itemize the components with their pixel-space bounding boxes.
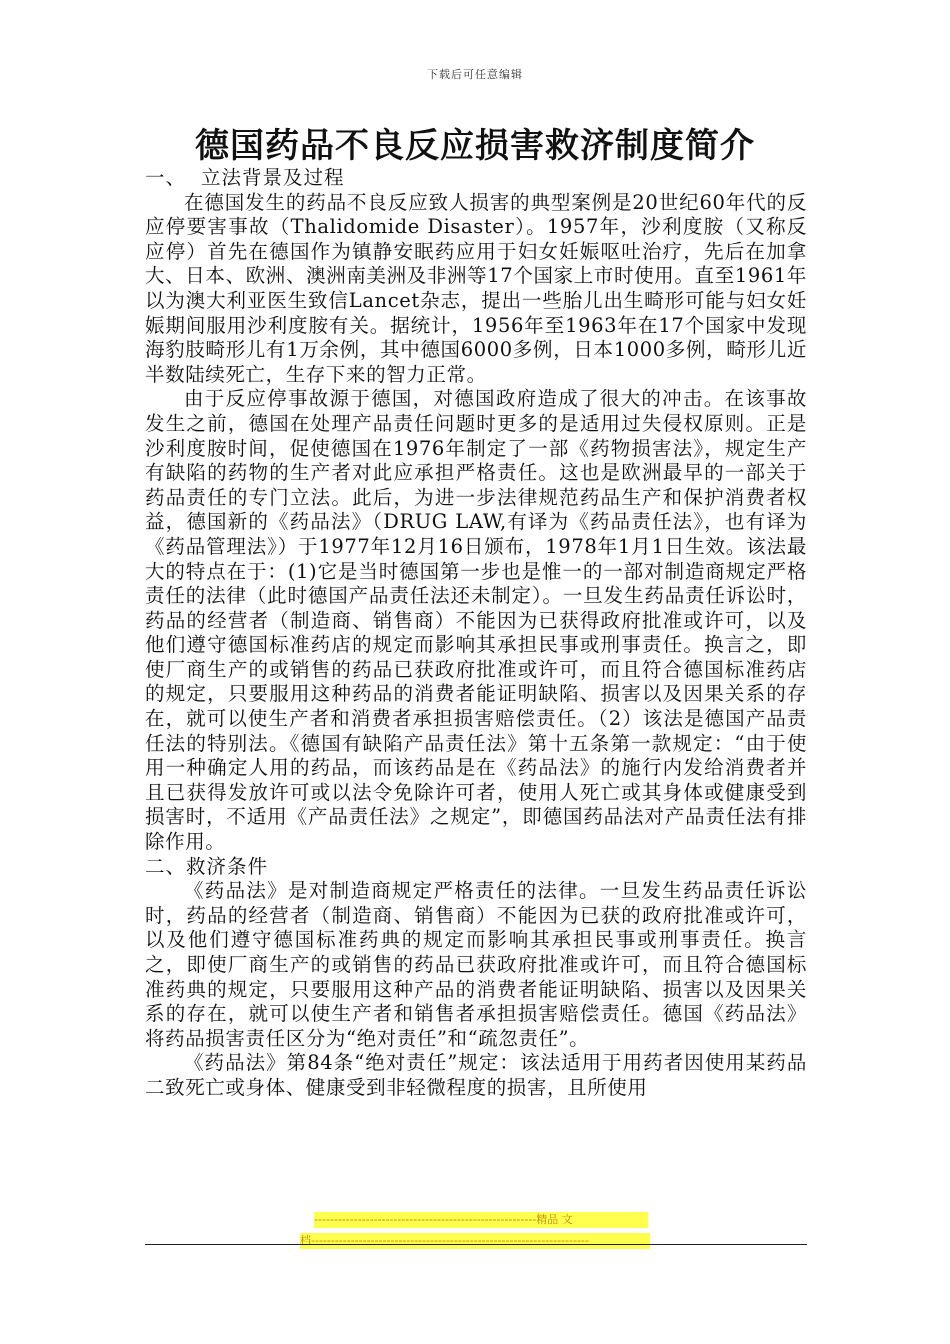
footer-line-2: 档----------------------------------------------------------------------: [300, 1233, 650, 1249]
footer-line-1: --------------------------------------------------------精品 文: [314, 1212, 648, 1228]
paragraph-drug-law: 由于反应停事故源于德国，对德国政府造成了很大的冲击。在该事故发生之前，德国在处理产品责任问题时更多的是适用过失侵权原则。正是沙利度胺时间，促使德国在1976年制定了一部《药物损害法》，规定生产有缺陷的药物的生产者对此应承担严格责任。这也是欧洲最早的一部关于药品责任的专门立法。此后，为进一步法律规范药品生产和保护消费者权益，德国新的《药品法》（DRUG LAW,有译为《药品责任法》，也有译为《药品管理法》）于1977年12月16日颁布，1978年1月1日生效。该法最大的特点在于：(1)它是当时德国第一步也是惟一的一部对制造商规定严格责任的法律（此时德国产品责任法还未制定）。一旦发生药品责任诉讼时，药品的经营者（制造商、销售商）不能因为已获得政府批准或许可，以及他们遵守德国标准药店的规定而影响其承担民事或刑事责任。换言之，即使厂商生产的或销售的药品已获政府批准或许可，而且符合德国标准药店的规定，只要服用这种药品的消费者能证明缺陷、损害以及因果关系的存在，就可以使生产者和消费者承担损害赔偿责任。（2）该法是德国产品责任法的特别法。《德国有缺陷产品责任法》第十五条第一款规定：“由于使用一种确定人用的药品，而该药品是在《药品法》的施行内发给消费者并且已获得发放许可或以法令免除许可者，使用人死亡或其身体或健康受到损害时，不适用《产品责任法》之规定”，即德国药品法对产品责任法有排除作用。: [145, 387, 807, 854]
paragraph-article-84: 《药品法》第84条“绝对责任”规定：该法适用于用药者因使用某药品二致死亡或身体、健康受到非轻微程度的损害，且所使用: [145, 1051, 807, 1099]
footer-watermark: [300, 1212, 650, 1254]
document-body: [145, 166, 807, 1101]
section-number: 一、: [145, 166, 187, 189]
footer-divider: [145, 1244, 807, 1245]
paragraph-strict-liability: 《药品法》是对制造商规定严格责任的法律。一旦发生药品责任诉讼时，药品的经营者（制造商、销售商）不能因为已获的政府批准或许可，以及他们遵守德国标准药典的规定而影响其承担民事或刑事责任。换言之，即使厂商生产的或销售的药品已获政府批准或许可，而且符合德国标准药典的规定，只要服用这种产品的消费者能证明缺陷、损害以及因果关系的存在，就可以使生产者和销售者承担损害赔偿责任。德国《药品法》将药品损害责任区分为“绝对责任”和“疏忽责任”。: [145, 879, 807, 1050]
section-heading-background: [145, 166, 807, 191]
paragraph-thalidomide-case: 在德国发生的药品不良反应致人损害的典型案例是20世纪60年代的反应停要害事故（Thalidomide Disaster）。1957年，沙利度胺（又称反应停）首先在德国作为镇静安眠药应用于妇女妊娠呕吐治疗，先后在加拿大、日本、欧洲、澳洲南美洲及非洲等17个国家上市时使用。直至1961年以为澳大利亚医生致信Lancet杂志，提出一些胎儿出生畸形可能与妇女妊娠期间服用沙利度胺有关。据统计，1956年至1963年在17个国家中发现海豹肢畸形儿有1万余例，其中德国6000多例，日本1000多例，畸形儿近半数陆续死亡，生存下来的智力正常。: [145, 190, 807, 386]
section-heading-relief-conditions: 二、救济条件: [145, 854, 269, 878]
download-note: 下载后可任意编辑: [427, 68, 523, 81]
document-title: 德国药品不良反应损害救济制度简介: [195, 126, 755, 166]
section-title: 立法背景及过程: [201, 166, 345, 189]
